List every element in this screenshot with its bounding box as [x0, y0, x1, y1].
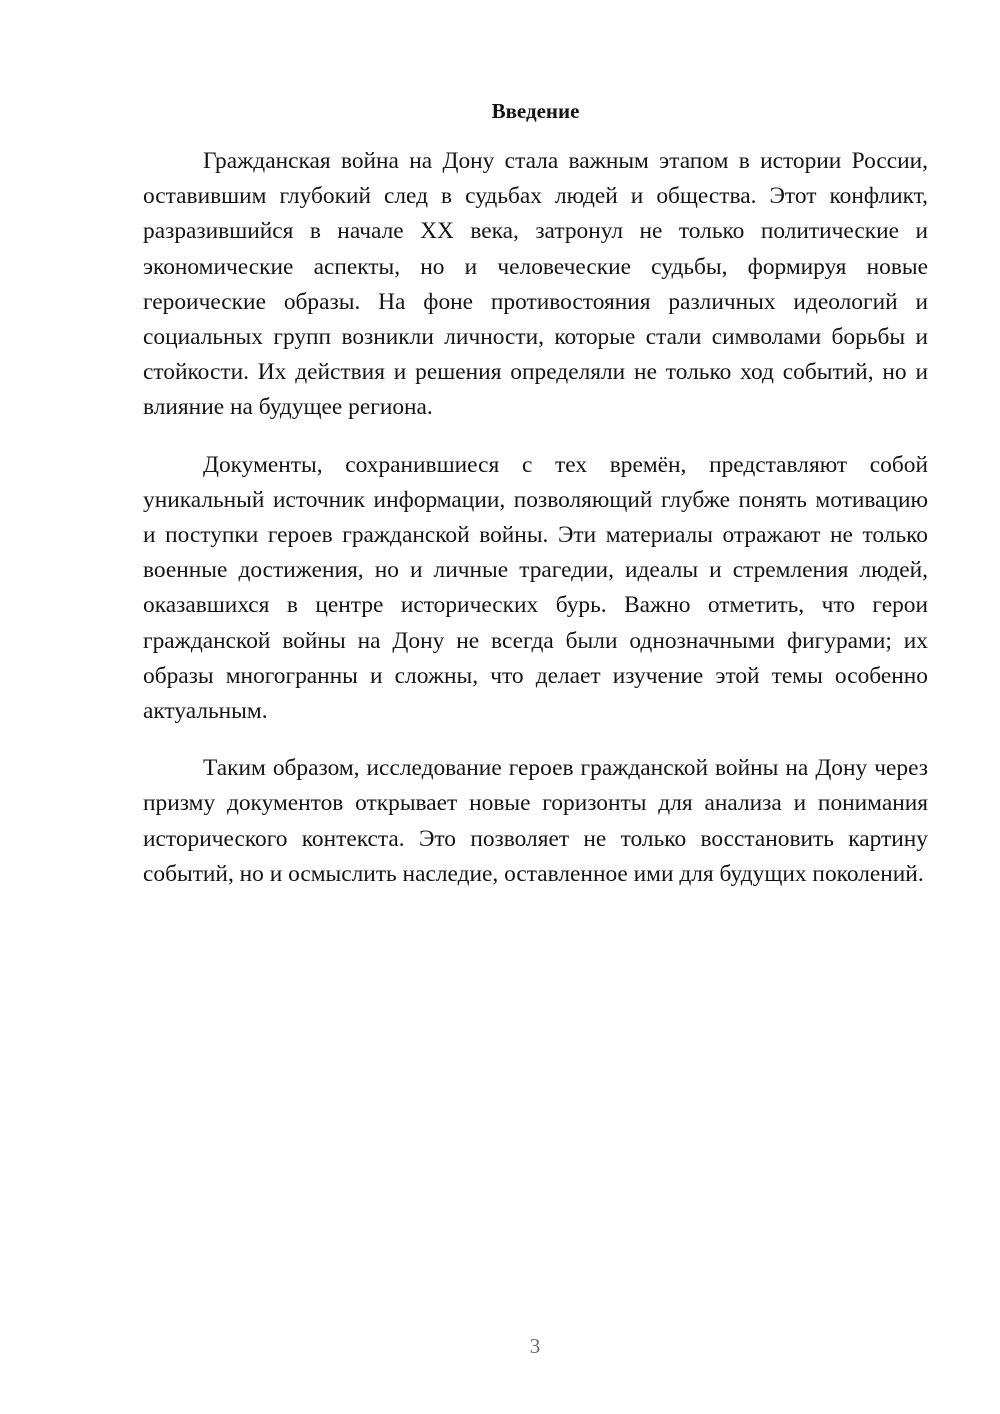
- paragraph-2: Документы, сохранившиеся с тех времён, представляют собой уникальный источник информации, позволяющий глубже понять мотивацию и поступки героев гражданской войны. Эти материалы отражают не только военные достижения, но и личные трагедии, идеалы и стремления людей, оказавшихся в центре исторических бурь. Важно отметить, что герои гражданской войны на Дону не всегда были однозначными фигурами; их образы многогранны и сложны, что делает изучение этой темы особенно актуальным.: [143, 451, 928, 725]
- paragraph-3: Таким образом, исследование героев гражданской войны на Дону через призму документов открывает новые горизонты для анализа и понимания исторического контекста. Это позволяет не только восстановить картину событий, но и осмыслить наследие, оставленное ими для будущих поколений.: [143, 755, 928, 887]
- section-heading: Введение: [491, 99, 580, 123]
- paragraph-1: Гражданская война на Дону стала важным этапом в истории России, оставившим глубокий след в судьбах людей и общества. Этот конфликт, разразившийся в начале XX века, затронул не только политические и экономические аспекты, но и человеческие судьбы, формируя новые героические образы. На фоне противостояния различных идеологий и социальных групп возникли личности, которые стали символами борьбы и стойкости. Их действия и решения определяли не только ход событий, но и влияние на будущее региона.: [143, 148, 928, 421]
- page-content: [143, 96, 928, 914]
- page-number: 3: [529, 1334, 541, 1358]
